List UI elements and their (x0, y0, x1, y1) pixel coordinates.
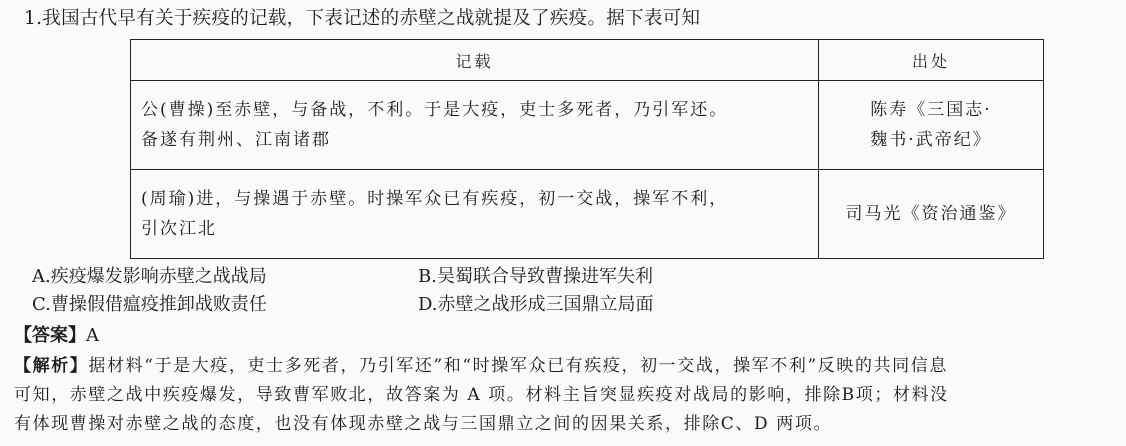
question-stem (24, 6, 700, 32)
answer-label: 【答案】 (14, 325, 86, 346)
header-source: 出处 (819, 40, 1044, 81)
record-cell (131, 170, 819, 259)
record-line: 备遂有荆州、江南诸郡 (141, 130, 331, 150)
record-line: 引次江北 (141, 219, 217, 239)
question-text: 我国古代早有关于疾疫的记载，下表记述的赤壁之战就提及了疾疫。据下表可知 (42, 8, 701, 29)
source-line: 陈寿《三国志· (870, 100, 992, 120)
table-row (131, 81, 1044, 170)
answer-value: A (86, 325, 99, 346)
analysis-line (14, 352, 1114, 381)
option-d: D.赤壁之战形成三国鼎立局面 (418, 294, 654, 315)
analysis-line: 有体现曹操对赤壁之战的态度，也没有体现赤壁之战与三国鼎立之间的因果关系，排除C、D 两项。 (14, 414, 833, 434)
option-a: A.疾疫爆发影响赤壁之战战局 (32, 266, 267, 287)
question-number: 1. (24, 8, 43, 29)
records-table (130, 39, 1044, 259)
record-cell (131, 81, 819, 170)
source-cell (819, 170, 1044, 259)
source-cell (819, 81, 1044, 170)
analysis-text: 据材料“于是大疫，吏士多死者，乃引军还”和“时操军众已有疾疫，初一交战，操军不利”反映的共同信息 (88, 356, 948, 376)
option-b: B.吴蜀联合导致曹操进军失利 (418, 266, 653, 287)
options-row (32, 291, 804, 319)
record-line: (周瑜)进，与操遇于赤壁。时操军众已有疾疫，初一交战，操军不利， (141, 189, 729, 209)
header-record: 记载 (131, 40, 819, 81)
answer-line (14, 322, 99, 350)
option-c: C.曹操假借瘟疫推卸战败责任 (32, 294, 267, 315)
analysis-label: 【解析】 (14, 356, 89, 376)
options-row (32, 263, 804, 291)
record-line: 公(曹操)至赤壁，与备战，不利。于是大疫，吏士多死者，乃引军还。 (141, 100, 729, 120)
table-row (131, 170, 1044, 259)
analysis-line: 可知，赤壁之战中疾疫爆发，导致曹军败北，故答案为 A 项。材料主旨突显疾疫对战局的影响，排除B项；材料没 (14, 385, 949, 405)
source-line: 司马光《资治通鉴》 (845, 204, 1017, 224)
analysis-block (14, 352, 1114, 439)
answer-options (32, 263, 804, 319)
table-header-row (131, 40, 1044, 81)
source-line: 魏书·武帝纪》 (870, 130, 992, 150)
